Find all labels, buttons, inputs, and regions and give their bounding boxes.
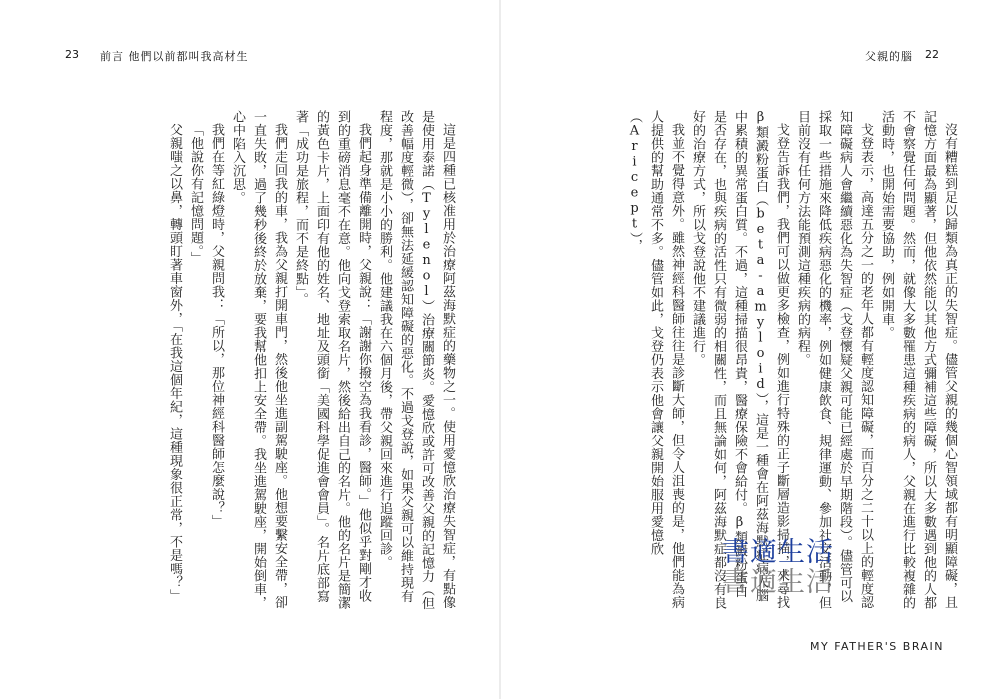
- right-page-number: 22: [925, 48, 939, 61]
- watermark-text: 書適生活: [722, 537, 834, 568]
- paragraph: 戈登表示，高達五分之一的老年人都有輕度認知障礙，而百分之二十以上的輕度認知障礙病人會繼續惡化為失智症（戈登懷疑父親可能已經處於早期階段）。儘管可以採取一些措施來降低疾病惡化的機率，例如健康飲食、規律運動、參加社交活動，但目前沒有任何方法能預測這種疾病的病程。: [795, 110, 873, 610]
- paragraph: 這是四種已核准用於治療阿茲海默症的藥物之一。使用愛憶欣治療失智症，有點像是使用泰諾（Tylenol）治療關節炎。愛憶欣或許可改善父親的記憶力（但改善幅度輕微），卻無法延緩認知障礙的惡化。不過戈登說，如果父親可以維持現有程度，那就是小小的勝利。他建議我在六個月後，帶父親回來進行追蹤回診。: [377, 110, 455, 610]
- paragraph: 「他說你有記憶問題。」: [188, 123, 203, 265]
- left-page-number: 23: [65, 48, 79, 61]
- watermark-shadow-text: 書適生活: [722, 567, 834, 598]
- paragraph: 我們起身準備離開時，父親說：「謝謝你撥空為我看診，醫師。」他似乎對剛才收到的重磅消息毫不在意。他向戈登索取名片，然後給出自己的名片。他的名片是簡潔的黃色卡片，上面印有他的姓名、地址及頭銜「美國科學促進會會員」。名片底部寫著「成功是旅程，而不是終點」。: [293, 110, 371, 610]
- left-running-title: 前言 他們以前都叫我高材生: [100, 50, 249, 63]
- paragraph: 我們走回我的車，我為父親打開車門，然後他坐進副駕駛座。他想要繫安全帶，卻一直失敗，過了幾秒後終於放棄，要我幫他扣上安全帶。我坐進駕駛座，開始倒車，心中陷入沉思。: [230, 110, 287, 610]
- paragraph: 我們在等紅綠燈時，父親問我：「所以，那位神經科醫師怎麼說？」: [209, 123, 224, 528]
- paragraph: 我並不覺得意外。雖然神經科醫師往往是診斷大師，但令人沮喪的是，他們能為病人提供的幫助通常不多。儘管如此，戈登仍表示他會讓父親開始服用愛憶欣（Aricept），: [627, 110, 684, 609]
- publisher-watermark: [722, 530, 852, 600]
- right-page: [500, 0, 1000, 699]
- book-title-footer: MY FATHER'S BRAIN: [810, 640, 945, 653]
- paragraph: 沒有糟糕到足以歸類為真正的失智症。儘管父親的幾個心智領域都有明顯障礙，且記憶方面最為顯著，但他依然能以其他方式彌補這些障礙，所以大多數遇到他的人都不會察覺任何問題。然而，就像大多數罹患這種疾病的病人，父親在進行比較複雜的活動時，也開始需要協助，例如開車。: [879, 110, 957, 610]
- right-running-title: 父親的腦: [865, 50, 913, 63]
- left-body-text: [78, 110, 458, 610]
- paragraph: 戈登告訴我們，我們可以做更多檢查，例如進行特殊的正子斷層造影掃描，來尋找β類澱粉蛋白（beta-amyloid），這是一種會在阿茲海默症病人腦中累積的異常蛋白質。不過，這種掃描很昂貴，醫療保險不會給付。β類澱粉蛋白是否存在，也與疾病的活性只有微弱的相關性，而且無論如何，阿茲海默症都沒有良好的治療方式，所以戈登說他不建議進行。: [690, 110, 789, 610]
- paragraph: 父親嗤之以鼻，轉頭盯著車窗外，「在我這個年紀，這種現象很正常，不是嗎？」: [167, 123, 182, 603]
